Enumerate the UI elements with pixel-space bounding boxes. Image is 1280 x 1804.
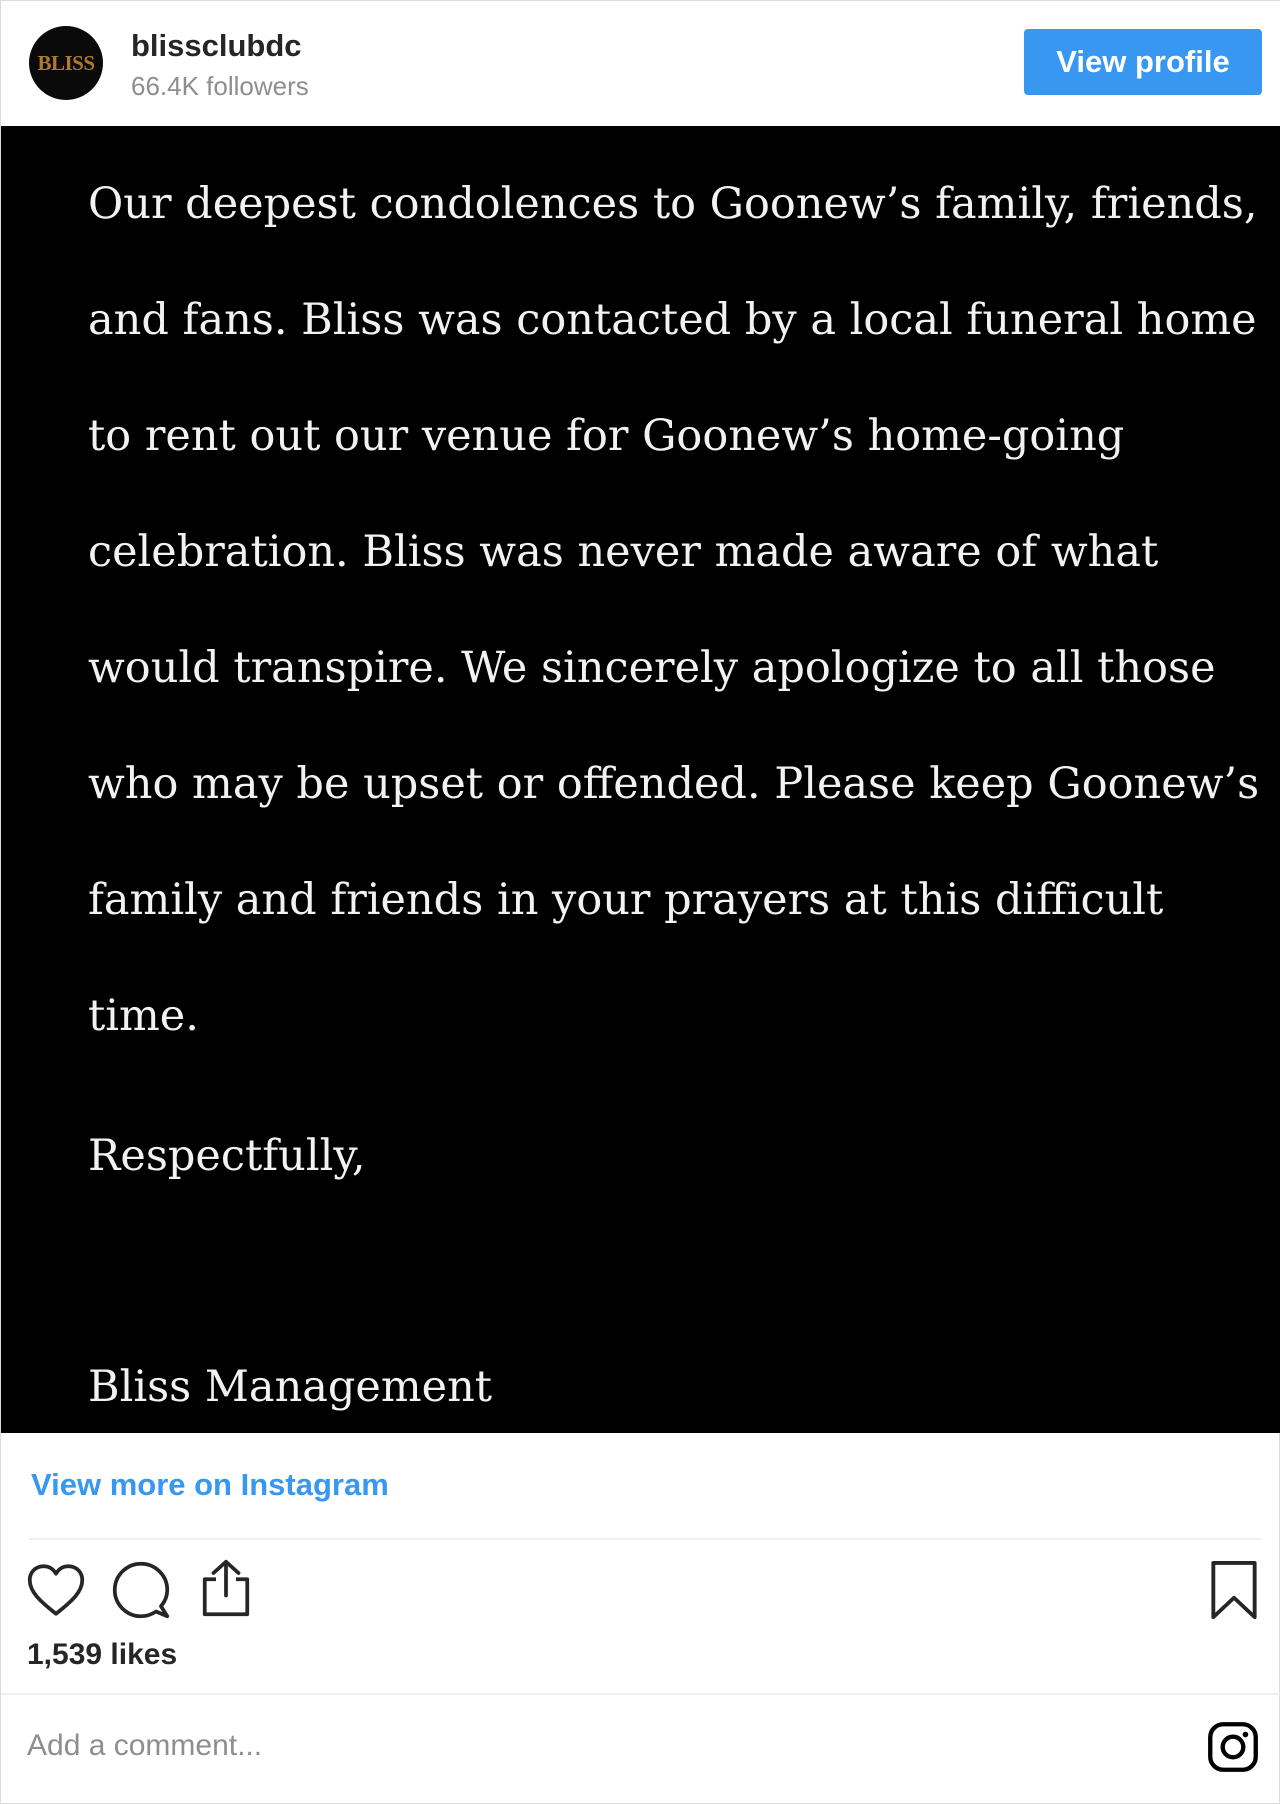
comment-button[interactable] bbox=[108, 1557, 174, 1623]
save-button[interactable] bbox=[1201, 1557, 1267, 1623]
comment-icon bbox=[111, 1560, 171, 1620]
share-button[interactable] bbox=[193, 1555, 259, 1621]
avatar-logo-text: BLISS bbox=[37, 50, 95, 75]
divider bbox=[1, 1693, 1280, 1695]
follower-count: 66.4K followers bbox=[131, 71, 309, 101]
username[interactable]: blissclubdc bbox=[131, 28, 302, 63]
post-signature: Bliss Management bbox=[88, 1362, 493, 1412]
instagram-logo-button[interactable] bbox=[1205, 1719, 1261, 1775]
post-header bbox=[1, 1, 1280, 126]
like-button[interactable] bbox=[23, 1557, 89, 1623]
heart-icon bbox=[26, 1562, 86, 1618]
post-message: Our deepest condolences to Goonew’s family, friends, and fans. Bliss was contacted by a local funeral home to rent out our venue for Goonew’s home-going celebration. Bliss was never made aware of what would transpire. We sincerely apologize to all those who may be upset or offended. Please keep Goonew’s family and friends in your prayers at this difficult time. bbox=[88, 179, 1260, 1041]
avatar[interactable] bbox=[29, 26, 103, 100]
post-closing: Respectfully, bbox=[88, 1131, 366, 1181]
post-image[interactable] bbox=[1, 126, 1280, 1433]
view-more-link[interactable]: View more on Instagram bbox=[31, 1467, 389, 1502]
divider bbox=[29, 1538, 1261, 1540]
share-icon bbox=[198, 1558, 254, 1618]
view-profile-button[interactable]: View profile bbox=[1024, 29, 1262, 95]
comment-input[interactable] bbox=[27, 1721, 1177, 1771]
instagram-icon bbox=[1207, 1721, 1259, 1773]
bookmark-icon bbox=[1208, 1559, 1260, 1621]
like-count[interactable]: 1,539 likes bbox=[27, 1638, 178, 1671]
